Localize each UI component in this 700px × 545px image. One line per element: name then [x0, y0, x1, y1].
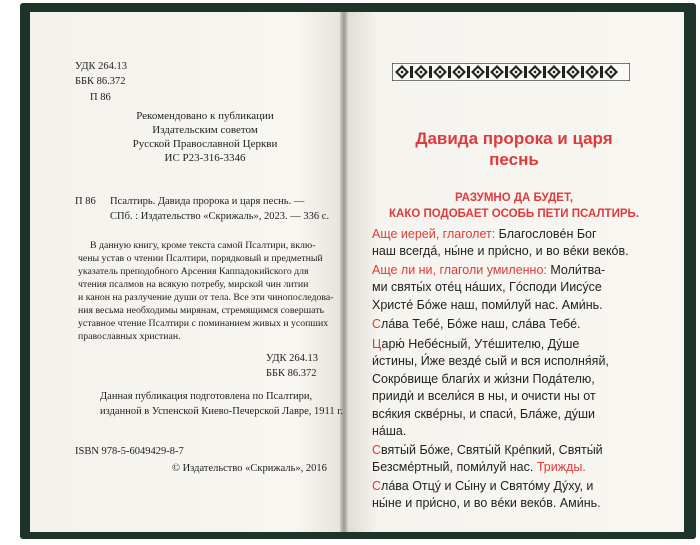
description-line: уставное чтение Псалтири с поминанием живых и усопших — [78, 318, 329, 329]
biblio-code: П 86 — [75, 196, 96, 207]
rubric: Аще иерей, глаголет: — [372, 227, 496, 241]
recommendation-line: ИС Р23-316-3346 — [164, 152, 246, 164]
prayer-paragraph-2: Аще ли ни, глаголи умиленно: Моли́тва- ми святы́х отéц нáших, Гóсподи Иисýсе Христé Бóже наш, поми́луй нас. Ами́нь. — [372, 263, 606, 312]
description-line: православных христиан. — [78, 331, 181, 342]
copyright: © Издательство «Скрижаль», 2016 — [172, 463, 327, 474]
description-line: В данную книгу, кроме текста самой Псалтири, вклю- — [90, 240, 316, 251]
ornament-band — [392, 63, 630, 81]
psalter-title-line: песнь — [489, 150, 539, 169]
code-top: П 86 — [90, 92, 111, 103]
subtitle-line: РАЗУМНО ДА БУДЕТ, — [454, 192, 574, 204]
prayer-paragraph-1: Аще иерей, глаголет: Благословéн Бог наш всегдá, ны́не и при́сно, и во вéки векóв. — [372, 227, 629, 259]
description-line: чтения псалмов на всякую потребу, мирской чин литии — [78, 279, 309, 290]
prayer-paragraph-3: Слáва Тебé, Бóже наш, слáва Тебé. — [372, 317, 581, 331]
biblio-line: СПб. : Издательство «Скрижаль», 2023. — 336 с. — [110, 211, 330, 222]
recommendation-line: Рекомендовано к публикации — [136, 110, 274, 122]
description-line: ния весьма необходимы мирянам, стремящимся совершать — [78, 305, 325, 316]
bbk-top: ББК 86.372 — [75, 76, 126, 87]
description-line: и канон на разлучение души от тела. Все эти чинопоследова- — [78, 292, 334, 303]
rubric: Трижды. — [536, 460, 586, 475]
isbn: ISBN 978-5-6049429-8-7 — [75, 446, 184, 457]
udk-top: УДК 264.13 — [75, 61, 128, 72]
prayer-paragraph-5: Святы́й Бóже, Святы́й Крéпкий, Святы́й Безсмéртный, поми́луй нас. Трижды. — [372, 443, 603, 475]
book-gutter — [340, 12, 348, 532]
initial-letter: Ц — [372, 337, 382, 351]
publication-line: изданной в Успенской Киево-Печерской Лавре, 1911 г. — [100, 406, 344, 417]
biblio-line: Псалтирь. Давида пророка и царя песнь. — — [110, 196, 305, 207]
recommendation-line: Издательским советом — [152, 124, 258, 136]
initial-letter: С — [372, 317, 382, 331]
initial-letter: С — [372, 479, 382, 493]
udk-bottom: УДК 264.13 — [266, 353, 319, 364]
description-line: чены устав о чтении Псалтири, порядковый и предметный — [78, 253, 323, 264]
bbk-bottom: ББК 86.372 — [266, 368, 317, 379]
prayer-paragraph-6: Слáва Отцý и Сы́ну и Святóму Дýху, и ны́не и при́сно, и во вéки векóв. Ами́нь. — [372, 479, 601, 511]
prayer-paragraph-4: Царю́ Небéсный, Утéшителю, Дýше и́стины, И́же вездé сый и вся исполня́яй, Сокрóвище благи́х и жи́зни Подáтелю, приидѝ и всели́ся в ны, и очисти ны от вся́кия сквéрны, и спаси́, Блáже, дýши нáша. — [372, 337, 609, 439]
rubric: Аще ли ни, глаголи умиленно: — [372, 263, 547, 277]
publication-line: Данная публикация подготовлена по Псалтири, — [100, 391, 313, 402]
psalter-title-line: Давида пророка и царя — [415, 129, 613, 148]
subtitle-line: КАКО ПОДОБАЕТ ОСОБЬ ПЕТИ ПСАЛТИРЬ. — [389, 208, 639, 220]
initial-letter: С — [372, 443, 382, 457]
description-line: указатель преподобного Арсения Каппадокийского для — [78, 266, 309, 277]
recommendation-line: Русской Православной Церкви — [132, 138, 278, 150]
